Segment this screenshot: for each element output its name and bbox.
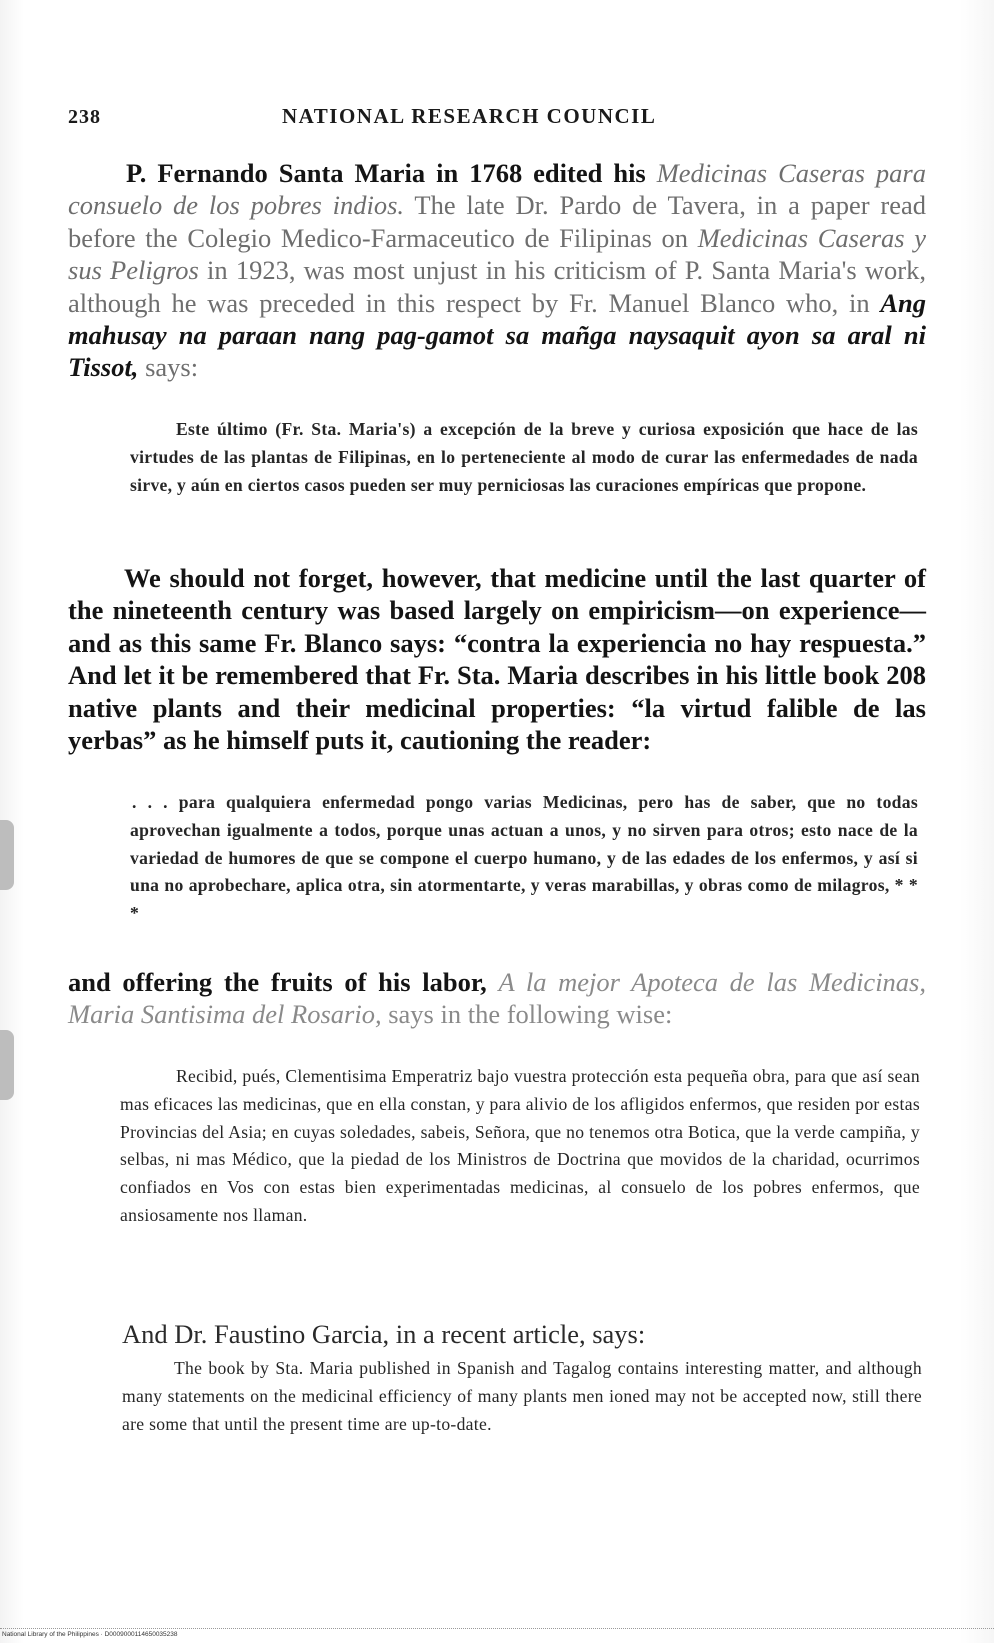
para1-text-e: in 1923, was most unjust in his criticism of P. Santa Maria's work, although he was preceded in this respect by Fr. Manuel Blanco who, in bbox=[68, 255, 926, 318]
para3-text-c: says in the following wise: bbox=[381, 999, 673, 1030]
page-header bbox=[68, 102, 928, 132]
para1-title-medicinas: Medicinas Caseras para consuelo de los pobres indios. bbox=[68, 158, 926, 221]
para3-title-apoteca: A la mejor Apoteca de las Medicinas, Maria Santisima del Rosario, bbox=[68, 967, 926, 1030]
para3-text-a: and offering the fruits of his labor, bbox=[68, 967, 499, 997]
running-head: NATIONAL RESEARCH COUNCIL bbox=[282, 104, 657, 128]
para1-title-peligros: Medicinas Caseras y sus Peligros bbox=[68, 222, 926, 286]
quote-cautioning: . . . para qualquiera enfermedad pongo varias Medicinas, pero has de saber, que no todas aprovechan igualmente a todos, porque unas actuan a unos, y no sirven para otros; esto nace de la variedad de humores de que se compone el cuerpo humano, y de las edades de los enfermos, y así si una no aprobechare, aplica otra, sin atormentarte, y veras marabillas, y obras como de milagros, * * * bbox=[130, 792, 918, 924]
para1-text-c: The late Dr. Pardo de Tavera, in a paper read before the Colegio Medico-Farmaceutico de Filipinas on bbox=[68, 190, 926, 253]
paragraph-garcia: And Dr. Faustino Garcia, in a recent article, says: bbox=[122, 1319, 646, 1349]
paragraph-offering bbox=[68, 966, 926, 1031]
quote-garcia: The book by Sta. Maria published in Spanish and Tagalog contains interesting matter, and although many statements on the medicinal efficiency of many plants men ioned may not be accepted now, still there are some that until the present time are up-to-date. bbox=[122, 1358, 922, 1434]
footer-caption: National Library of the Philippines · D0009000114650035238 bbox=[2, 1631, 178, 1638]
para1-text-g: says: bbox=[138, 352, 199, 383]
paragraph-santa-maria bbox=[68, 157, 926, 384]
paragraph-empiricism: We should not forget, however, that medicine until the last quarter of the nineteenth century was based largely on empiricism—on experience—and as this same Fr. Blanco says: “contra la experiencia no hay respuesta.” And let it be remembered that Fr. Sta. Maria describes in his little book 208 native plants and their medicinal properties: “la virtud falible de las yerbas” as he himself puts it, cautioning the reader: bbox=[68, 563, 926, 756]
page-edge-mark bbox=[0, 1030, 14, 1100]
page-number: 238 bbox=[68, 106, 101, 128]
para1-title-ang-mahusay: Ang mahusay na paraan nang pag-gamot sa mañga naysaquit ayon sa aral ni Tissot, bbox=[68, 287, 926, 383]
page-edge-mark bbox=[0, 820, 14, 890]
quote-blanco: Este último (Fr. Sta. Maria's) a excepción de la breve y curiosa exposición que hace de las virtudes de las plantas de Filipinas, en lo perteneciente al modo de curar las enfermedades de nada sirve, y aún en ciertos casos pueden ser muy perniciosas las curaciones empíricas que propone. bbox=[130, 419, 918, 495]
quote-recibid: Recibid, pués, Clementisima Emperatriz bajo vuestra protección esta pequeña obra, para que así sean mas eficaces las medicinas, que en ella constan, y para alivio de los afligidos enfermos, que residen por estas Provincias del Asia; en cuyas soledades, sabeis, Señora, que no tenemos otra Botica, que la verde campiña, y selbas, ni mas Médico, que la piedad de los Ministros de Doctrina que movidos de la charidad, ocurrimos confiados en Vos con estas bien experimentadas medicinas, al consuelo de los pobres enfermos, que ansiosamente nos llaman. bbox=[120, 1066, 920, 1225]
para1-text-a: P. Fernando Santa Maria in 1768 edited his bbox=[126, 158, 657, 188]
